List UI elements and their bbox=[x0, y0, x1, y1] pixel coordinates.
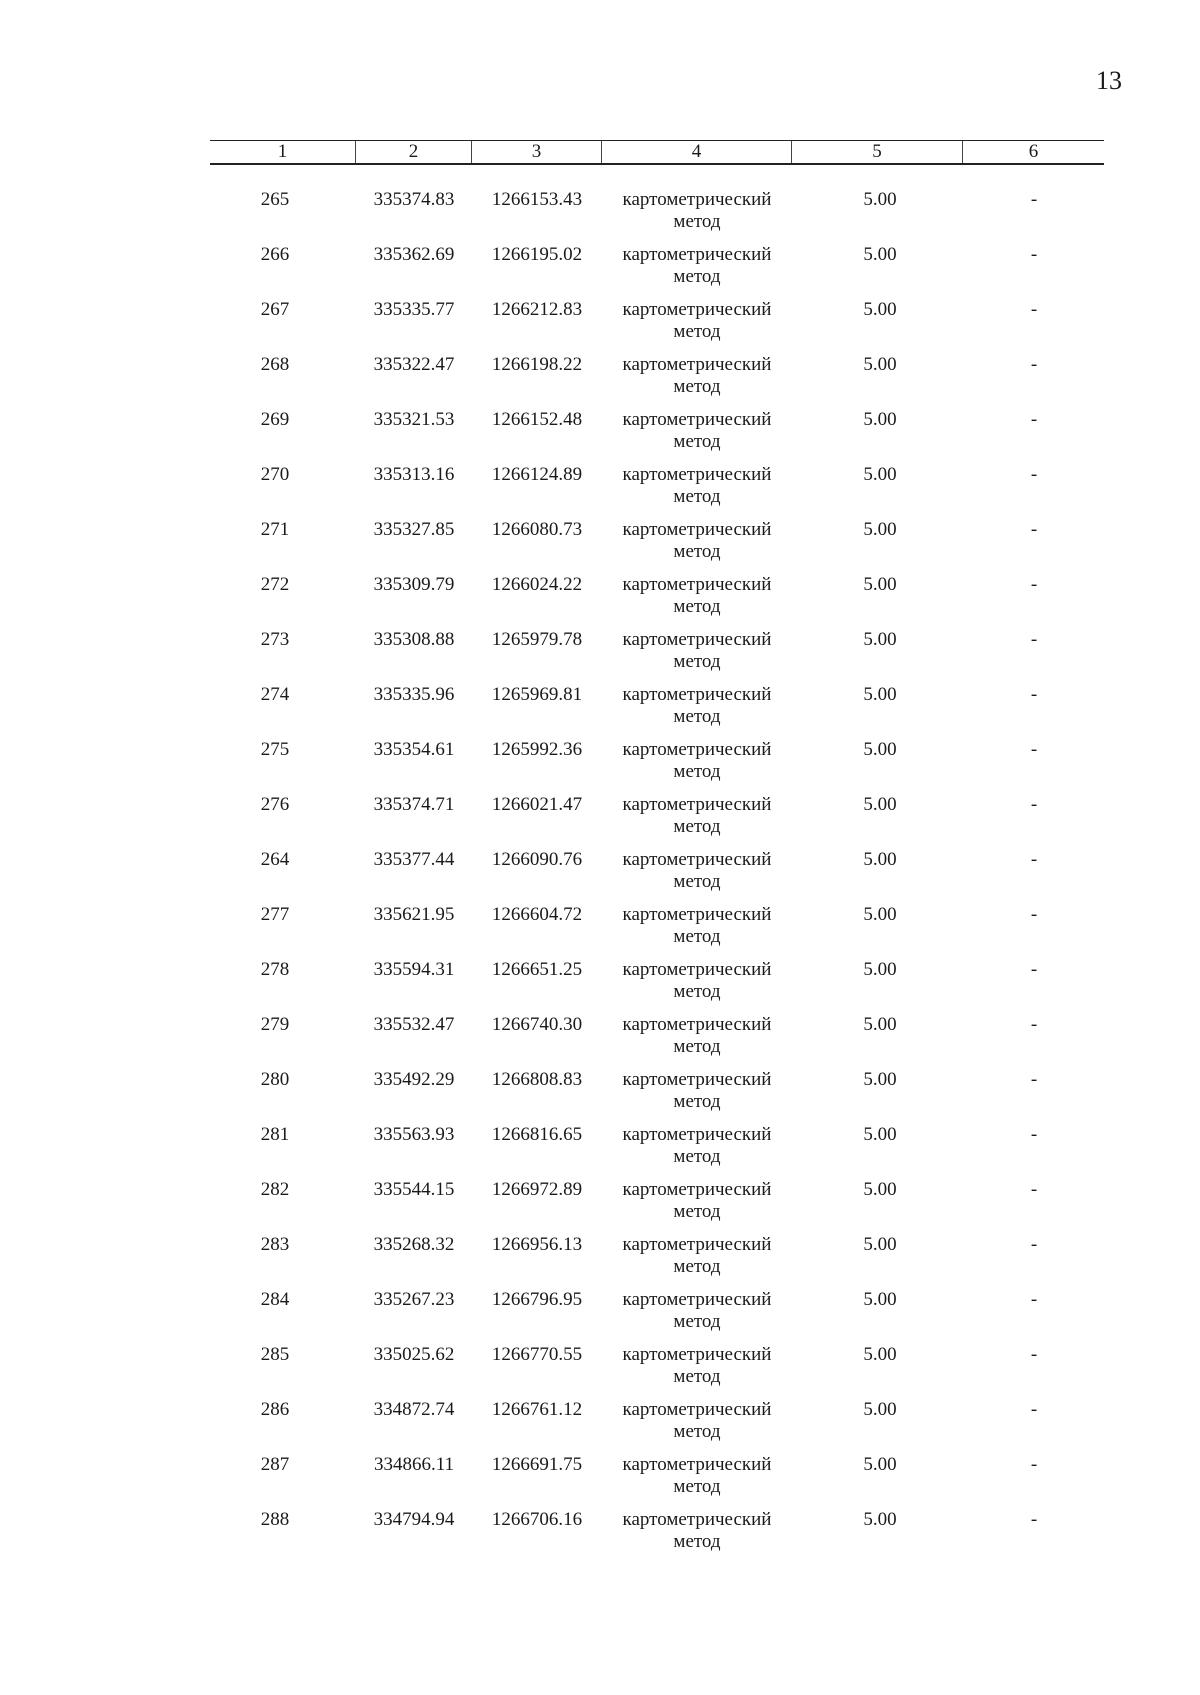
point-number-cell: 274 bbox=[260, 684, 290, 705]
description-cell: - bbox=[1030, 519, 1038, 540]
method-line-2: метод bbox=[673, 211, 721, 232]
description-cell: - bbox=[1030, 1124, 1038, 1145]
y-coordinate-cell: 1266090.76 bbox=[491, 849, 583, 870]
y-coordinate-cell: 1265992.36 bbox=[491, 739, 583, 760]
description-cell: - bbox=[1030, 244, 1038, 265]
point-number-cell: 283 bbox=[260, 1234, 290, 1255]
table-row bbox=[210, 464, 1104, 519]
table-row bbox=[210, 959, 1104, 1014]
point-number-cell: 266 bbox=[260, 244, 290, 265]
precision-cell: 5.00 bbox=[863, 794, 897, 815]
table-row bbox=[210, 684, 1104, 739]
description-cell: - bbox=[1030, 1069, 1038, 1090]
method-line-1: картометрический bbox=[622, 1234, 772, 1255]
point-number-cell: 287 bbox=[260, 1454, 290, 1475]
method-line-2: метод bbox=[673, 816, 721, 837]
precision-cell: 5.00 bbox=[863, 299, 897, 320]
precision-cell: 5.00 bbox=[863, 189, 897, 210]
y-coordinate-cell: 1266021.47 bbox=[491, 794, 583, 815]
x-coordinate-cell: 335025.62 bbox=[373, 1344, 455, 1365]
method-line-1: картометрический bbox=[622, 684, 772, 705]
method-line-2: метод bbox=[673, 1036, 721, 1057]
precision-cell: 5.00 bbox=[863, 904, 897, 925]
x-coordinate-cell: 335354.61 bbox=[373, 739, 455, 760]
method-line-1: картометрический bbox=[622, 1454, 772, 1475]
point-number-cell: 279 bbox=[260, 1014, 290, 1035]
method-line-2: метод bbox=[673, 486, 721, 507]
x-coordinate-cell: 335267.23 bbox=[373, 1289, 455, 1310]
description-cell: - bbox=[1030, 189, 1038, 210]
method-cell bbox=[602, 1509, 792, 1553]
description-cell: - bbox=[1030, 1289, 1038, 1310]
table-row bbox=[210, 1289, 1104, 1344]
point-number-cell: 277 bbox=[260, 904, 290, 925]
table-row bbox=[210, 299, 1104, 354]
table-row bbox=[210, 1179, 1104, 1234]
precision-cell: 5.00 bbox=[863, 464, 897, 485]
y-coordinate-cell: 1266956.13 bbox=[491, 1234, 583, 1255]
method-line-2: метод bbox=[673, 1256, 721, 1277]
method-line-1: картометрический bbox=[622, 794, 772, 815]
method-cell bbox=[602, 464, 792, 508]
point-number-cell: 272 bbox=[260, 574, 290, 595]
method-line-2: метод bbox=[673, 871, 721, 892]
point-number-cell: 269 bbox=[260, 409, 290, 430]
description-cell: - bbox=[1030, 684, 1038, 705]
method-line-1: картометрический bbox=[622, 464, 772, 485]
point-number-cell: 265 bbox=[260, 189, 290, 210]
method-line-1: картометрический bbox=[622, 519, 772, 540]
description-cell: - bbox=[1030, 574, 1038, 595]
column-header-2: 2 bbox=[356, 141, 472, 163]
description-cell: - bbox=[1030, 1344, 1038, 1365]
description-cell: - bbox=[1030, 354, 1038, 375]
table-row bbox=[210, 244, 1104, 299]
description-cell: - bbox=[1030, 1509, 1038, 1530]
method-line-2: метод bbox=[673, 651, 721, 672]
table-row bbox=[210, 574, 1104, 629]
description-cell: - bbox=[1030, 849, 1038, 870]
method-cell bbox=[602, 189, 792, 233]
method-line-2: метод bbox=[673, 596, 721, 617]
method-line-2: метод bbox=[673, 376, 721, 397]
method-cell bbox=[602, 1289, 792, 1333]
precision-cell: 5.00 bbox=[863, 629, 897, 650]
method-line-2: метод bbox=[673, 926, 721, 947]
method-line-2: метод bbox=[673, 321, 721, 342]
table-row bbox=[210, 1014, 1104, 1069]
point-number-cell: 270 bbox=[260, 464, 290, 485]
precision-cell: 5.00 bbox=[863, 739, 897, 760]
description-cell: - bbox=[1030, 299, 1038, 320]
x-coordinate-cell: 335335.96 bbox=[373, 684, 455, 705]
method-line-1: картометрический bbox=[622, 1069, 772, 1090]
method-cell bbox=[602, 574, 792, 618]
table-row bbox=[210, 1509, 1104, 1564]
y-coordinate-cell: 1266080.73 bbox=[491, 519, 583, 540]
method-cell bbox=[602, 354, 792, 398]
method-line-2: метод bbox=[673, 1421, 721, 1442]
table-row bbox=[210, 849, 1104, 904]
y-coordinate-cell: 1266152.48 bbox=[491, 409, 583, 430]
method-line-2: метод bbox=[673, 1476, 721, 1497]
y-coordinate-cell: 1266212.83 bbox=[491, 299, 583, 320]
x-coordinate-cell: 334794.94 bbox=[373, 1509, 455, 1530]
table-row bbox=[210, 1399, 1104, 1454]
table-row bbox=[210, 1069, 1104, 1124]
precision-cell: 5.00 bbox=[863, 959, 897, 980]
method-cell bbox=[602, 959, 792, 1003]
method-line-1: картометрический bbox=[622, 574, 772, 595]
x-coordinate-cell: 335377.44 bbox=[373, 849, 455, 870]
precision-cell: 5.00 bbox=[863, 1124, 897, 1145]
description-cell: - bbox=[1030, 1179, 1038, 1200]
point-number-cell: 273 bbox=[260, 629, 290, 650]
method-line-1: картометрический bbox=[622, 354, 772, 375]
precision-cell: 5.00 bbox=[863, 1289, 897, 1310]
method-line-1: картометрический bbox=[622, 739, 772, 760]
point-number-cell: 267 bbox=[260, 299, 290, 320]
point-number-cell: 285 bbox=[260, 1344, 290, 1365]
table-body bbox=[210, 189, 1104, 1564]
y-coordinate-cell: 1266153.43 bbox=[491, 189, 583, 210]
description-cell: - bbox=[1030, 1234, 1038, 1255]
x-coordinate-cell: 335374.83 bbox=[373, 189, 455, 210]
y-coordinate-cell: 1266706.16 bbox=[491, 1509, 583, 1530]
method-cell bbox=[602, 409, 792, 453]
method-line-1: картометрический bbox=[622, 849, 772, 870]
method-line-1: картометрический bbox=[622, 1014, 772, 1035]
precision-cell: 5.00 bbox=[863, 684, 897, 705]
method-cell bbox=[602, 244, 792, 288]
description-cell: - bbox=[1030, 409, 1038, 430]
method-cell bbox=[602, 1454, 792, 1498]
precision-cell: 5.00 bbox=[863, 1509, 897, 1530]
x-coordinate-cell: 335532.47 bbox=[373, 1014, 455, 1035]
table-row bbox=[210, 1454, 1104, 1509]
method-cell bbox=[602, 904, 792, 948]
point-number-cell: 280 bbox=[260, 1069, 290, 1090]
x-coordinate-cell: 335594.31 bbox=[373, 959, 455, 980]
description-cell: - bbox=[1030, 959, 1038, 980]
description-cell: - bbox=[1030, 629, 1038, 650]
method-line-1: картометрический bbox=[622, 629, 772, 650]
method-cell bbox=[602, 1179, 792, 1223]
method-line-2: метод bbox=[673, 1091, 721, 1112]
method-line-1: картометрический bbox=[622, 1289, 772, 1310]
method-cell bbox=[602, 629, 792, 673]
column-header-5: 5 bbox=[792, 141, 963, 163]
method-line-2: метод bbox=[673, 541, 721, 562]
x-coordinate-cell: 335309.79 bbox=[373, 574, 455, 595]
column-header-3: 3 bbox=[472, 141, 602, 163]
point-number-cell: 268 bbox=[260, 354, 290, 375]
table-row bbox=[210, 904, 1104, 959]
table-row bbox=[210, 519, 1104, 574]
precision-cell: 5.00 bbox=[863, 1179, 897, 1200]
column-header-1: 1 bbox=[210, 141, 356, 163]
y-coordinate-cell: 1266691.75 bbox=[491, 1454, 583, 1475]
point-number-cell: 281 bbox=[260, 1124, 290, 1145]
y-coordinate-cell: 1266604.72 bbox=[491, 904, 583, 925]
method-line-2: метод bbox=[673, 1146, 721, 1167]
method-line-2: метод bbox=[673, 266, 721, 287]
y-coordinate-cell: 1266816.65 bbox=[491, 1124, 583, 1145]
y-coordinate-cell: 1266124.89 bbox=[491, 464, 583, 485]
point-number-cell: 264 bbox=[260, 849, 290, 870]
table-row bbox=[210, 409, 1104, 464]
y-coordinate-cell: 1266651.25 bbox=[491, 959, 583, 980]
x-coordinate-cell: 335492.29 bbox=[373, 1069, 455, 1090]
method-line-2: метод bbox=[673, 1201, 721, 1222]
precision-cell: 5.00 bbox=[863, 244, 897, 265]
x-coordinate-cell: 335313.16 bbox=[373, 464, 455, 485]
x-coordinate-cell: 335335.77 bbox=[373, 299, 455, 320]
x-coordinate-cell: 335268.32 bbox=[373, 1234, 455, 1255]
method-line-1: картометрический bbox=[622, 1509, 772, 1530]
method-line-1: картометрический bbox=[622, 299, 772, 320]
point-number-cell: 271 bbox=[260, 519, 290, 540]
y-coordinate-cell: 1266024.22 bbox=[491, 574, 583, 595]
y-coordinate-cell: 1266770.55 bbox=[491, 1344, 583, 1365]
method-line-2: метод bbox=[673, 1311, 721, 1332]
y-coordinate-cell: 1266740.30 bbox=[491, 1014, 583, 1035]
point-number-cell: 276 bbox=[260, 794, 290, 815]
point-number-cell: 284 bbox=[260, 1289, 290, 1310]
method-cell bbox=[602, 794, 792, 838]
y-coordinate-cell: 1266198.22 bbox=[491, 354, 583, 375]
method-cell bbox=[602, 739, 792, 783]
description-cell: - bbox=[1030, 904, 1038, 925]
method-line-2: метод bbox=[673, 1366, 721, 1387]
point-number-cell: 288 bbox=[260, 1509, 290, 1530]
description-cell: - bbox=[1030, 1014, 1038, 1035]
y-coordinate-cell: 1266808.83 bbox=[491, 1069, 583, 1090]
method-line-2: метод bbox=[673, 761, 721, 782]
method-line-2: метод bbox=[673, 1531, 721, 1552]
description-cell: - bbox=[1030, 464, 1038, 485]
method-line-1: картометрический bbox=[622, 409, 772, 430]
page-number: 13 bbox=[1096, 66, 1122, 95]
y-coordinate-cell: 1265969.81 bbox=[491, 684, 583, 705]
method-cell bbox=[602, 1399, 792, 1443]
method-cell bbox=[602, 1014, 792, 1058]
x-coordinate-cell: 335321.53 bbox=[373, 409, 455, 430]
method-cell bbox=[602, 1069, 792, 1113]
method-line-1: картометрический bbox=[622, 904, 772, 925]
description-cell: - bbox=[1030, 1454, 1038, 1475]
point-number-cell: 286 bbox=[260, 1399, 290, 1420]
method-line-2: метод bbox=[673, 706, 721, 727]
x-coordinate-cell: 334872.74 bbox=[373, 1399, 455, 1420]
method-cell bbox=[602, 1124, 792, 1168]
y-coordinate-cell: 1266761.12 bbox=[491, 1399, 583, 1420]
method-line-1: картометрический bbox=[622, 244, 772, 265]
x-coordinate-cell: 335322.47 bbox=[373, 354, 455, 375]
x-coordinate-cell: 335621.95 bbox=[373, 904, 455, 925]
precision-cell: 5.00 bbox=[863, 1399, 897, 1420]
method-line-1: картометрический bbox=[622, 1399, 772, 1420]
x-coordinate-cell: 335308.88 bbox=[373, 629, 455, 650]
description-cell: - bbox=[1030, 739, 1038, 760]
x-coordinate-cell: 335327.85 bbox=[373, 519, 455, 540]
precision-cell: 5.00 bbox=[863, 574, 897, 595]
method-line-1: картометрический bbox=[622, 1179, 772, 1200]
table-row bbox=[210, 629, 1104, 684]
y-coordinate-cell: 1265979.78 bbox=[491, 629, 583, 650]
method-cell bbox=[602, 1234, 792, 1278]
method-cell bbox=[602, 1344, 792, 1388]
x-coordinate-cell: 334866.11 bbox=[373, 1454, 455, 1475]
description-cell: - bbox=[1030, 1399, 1038, 1420]
precision-cell: 5.00 bbox=[863, 1014, 897, 1035]
table-row bbox=[210, 1234, 1104, 1289]
method-line-2: метод bbox=[673, 431, 721, 452]
y-coordinate-cell: 1266972.89 bbox=[491, 1179, 583, 1200]
precision-cell: 5.00 bbox=[863, 1234, 897, 1255]
table-row bbox=[210, 794, 1104, 849]
x-coordinate-cell: 335544.15 bbox=[373, 1179, 455, 1200]
column-header-4: 4 bbox=[602, 141, 792, 163]
x-coordinate-cell: 335362.69 bbox=[373, 244, 455, 265]
method-line-1: картометрический bbox=[622, 189, 772, 210]
precision-cell: 5.00 bbox=[863, 409, 897, 430]
method-cell bbox=[602, 849, 792, 893]
method-cell bbox=[602, 299, 792, 343]
precision-cell: 5.00 bbox=[863, 1344, 897, 1365]
table-row bbox=[210, 1124, 1104, 1179]
method-line-1: картометрический bbox=[622, 959, 772, 980]
precision-cell: 5.00 bbox=[863, 849, 897, 870]
precision-cell: 5.00 bbox=[863, 1069, 897, 1090]
table-row bbox=[210, 189, 1104, 244]
x-coordinate-cell: 335563.93 bbox=[373, 1124, 455, 1145]
column-header-6: 6 bbox=[1028, 141, 1039, 162]
precision-cell: 5.00 bbox=[863, 354, 897, 375]
description-cell: - bbox=[1030, 794, 1038, 815]
table-row bbox=[210, 739, 1104, 794]
method-cell bbox=[602, 519, 792, 563]
y-coordinate-cell: 1266195.02 bbox=[491, 244, 583, 265]
point-number-cell: 275 bbox=[260, 739, 290, 760]
method-line-1: картометрический bbox=[622, 1344, 772, 1365]
method-cell bbox=[602, 684, 792, 728]
precision-cell: 5.00 bbox=[863, 1454, 897, 1475]
point-number-cell: 278 bbox=[260, 959, 290, 980]
table-row bbox=[210, 1344, 1104, 1399]
x-coordinate-cell: 335374.71 bbox=[373, 794, 455, 815]
method-line-2: метод bbox=[673, 981, 721, 1002]
table-row bbox=[210, 354, 1104, 409]
table-header bbox=[210, 140, 1104, 165]
y-coordinate-cell: 1266796.95 bbox=[491, 1289, 583, 1310]
point-number-cell: 282 bbox=[260, 1179, 290, 1200]
precision-cell: 5.00 bbox=[863, 519, 897, 540]
method-line-1: картометрический bbox=[622, 1124, 772, 1145]
